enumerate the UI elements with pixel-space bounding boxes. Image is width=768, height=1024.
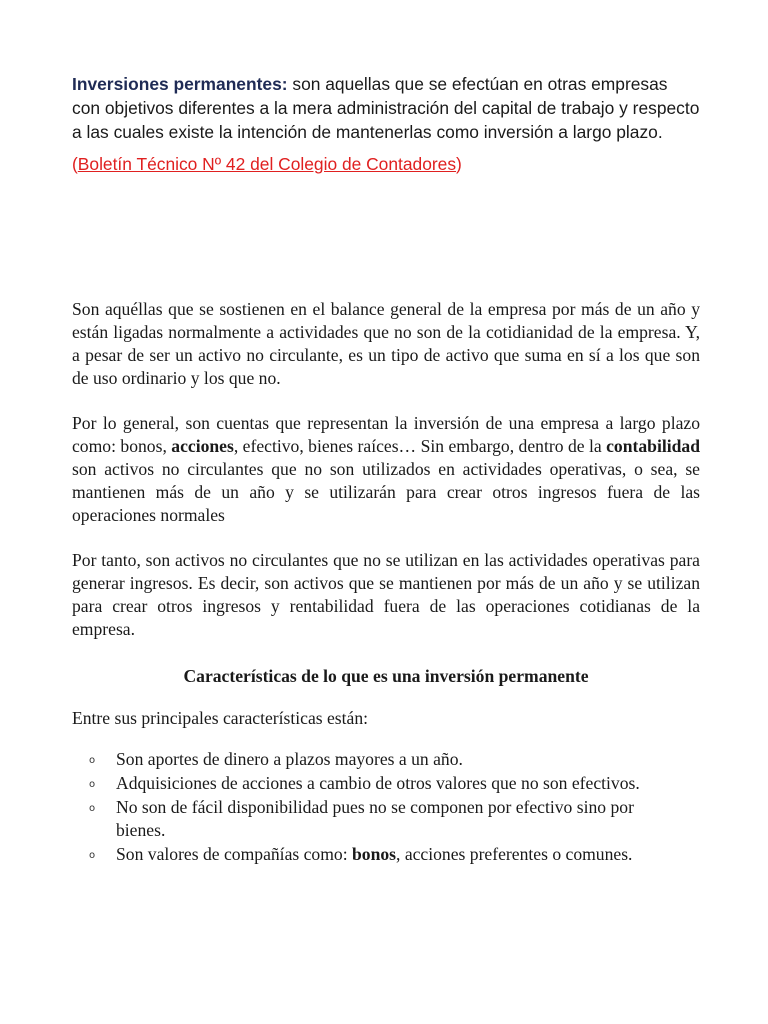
- paragraph-1: Son aquéllas que se sostienen en el balance general de la empresa por más de un año y están ligadas normalmente a actividades que no son de la cotidianidad de la empresa. Y, a pesar de ser un activo no circulante, es un tipo de activo que suma en sí a los que son de uso ordinario y los que no.: [72, 299, 700, 388]
- list-item: [72, 796, 700, 842]
- list-item: [72, 772, 700, 795]
- paragraph-2-text-b: , efectivo, bienes raíces… Sin embargo, dentro de la: [233, 436, 607, 456]
- paragraph-2-text-a: Por lo general, son cuentas que representan la inversión de una empresa a largo plazo como: bonos,: [72, 413, 700, 456]
- section-heading: Características de lo que es una inversión permanente: [183, 666, 589, 686]
- list-item-text: Son aportes de dinero a plazos mayores a un año.: [116, 749, 463, 769]
- list-item: [72, 843, 700, 866]
- citation-close-paren: ): [456, 154, 462, 174]
- bullet-circle-icon: o: [89, 755, 96, 766]
- paragraph-3: Por tanto, son activos no circulantes que no se utilizan en las actividades operativas para generar ingresos. Es decir, son activos que se mantienen por más de un año y se utilizan para crear otros ingresos y rentabilidad fuera de las operaciones cotidianas de la empresa.: [72, 550, 700, 639]
- list-item-text: No son de fácil disponibilidad pues no se componen por efectivo sino por bienes.: [116, 797, 634, 840]
- paragraph-2-bold-acciones: acciones: [171, 436, 234, 456]
- list-item-text-pre: Son valores de compañías como:: [116, 844, 352, 864]
- citation-link[interactable]: Boletín Técnico Nº 42 del Colegio de Contadores: [77, 154, 457, 174]
- list-item-bold-bonos: bonos: [352, 844, 397, 864]
- citation-open-paren: (: [72, 154, 78, 174]
- definition-text: son aquellas que se efectúan en otras empresas con objetivos diferentes a la mera administración del capital de trabajo y respecto a las cuales existe la intención de mantenerlas como inversión a largo plazo.: [72, 74, 700, 142]
- paragraph-2-bold-contabilidad: contabilidad: [606, 436, 700, 456]
- list-item: [72, 748, 700, 771]
- definition-paragraph: [72, 72, 700, 144]
- citation: [72, 152, 700, 176]
- list-item-text-post: , acciones preferentes o comunes.: [396, 844, 633, 864]
- bullet-circle-icon: o: [89, 803, 96, 814]
- bullet-circle-icon: o: [89, 850, 96, 861]
- definition-term: Inversiones permanentes:: [72, 74, 288, 94]
- list-intro: Entre sus principales características están:: [72, 708, 369, 728]
- paragraph-2-text-c: son activos no circulantes que no son utilizados en actividades operativas, o sea, se mantienen más de un año y se utilizarán para crear otros ingresos fuera de las operaciones normales: [72, 459, 700, 525]
- list-item-text: Adquisiciones de acciones a cambio de otros valores que no son efectivos.: [116, 773, 640, 793]
- characteristics-list: [72, 748, 700, 867]
- document-page: [72, 72, 700, 864]
- paragraph-2: [72, 412, 700, 527]
- bullet-circle-icon: o: [89, 779, 96, 790]
